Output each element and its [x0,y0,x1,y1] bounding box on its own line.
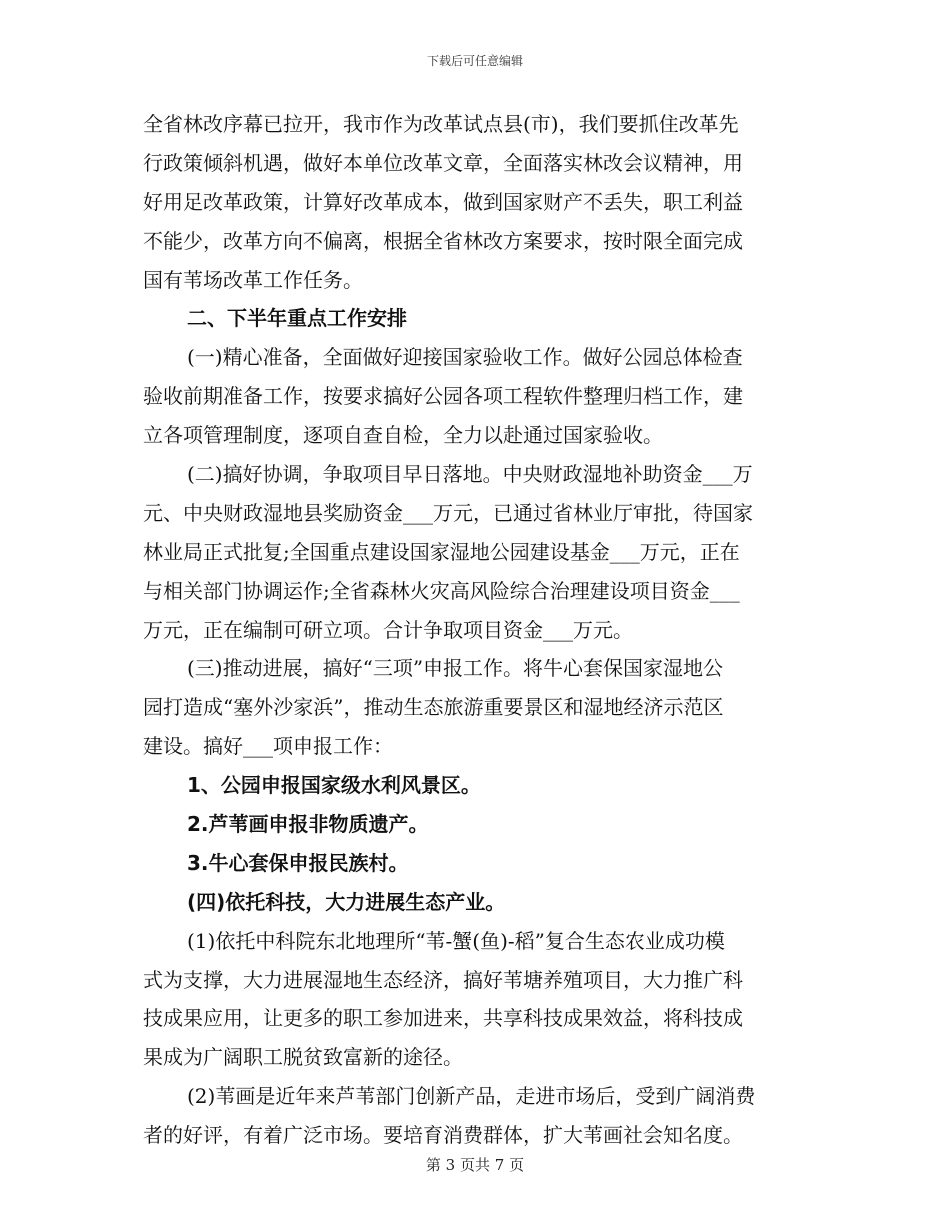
text-line: 验收前期准备工作，按要求搞好公园各项工程软件整理归档工作，建 [143,384,743,409]
text-line: 元、中央财政湿地县奖励资金___万元，已通过省林业厅审批，待国家 [143,500,753,525]
text-line: (2)苇画是近年来芦苇部门创新产品，走进市场后，受到广阔消费 [187,1084,756,1109]
list-item: 1、公园申报国家级水利风景区。 [187,773,481,798]
text-line: 式为支撑，大力进展湿地生态经济，搞好苇塘养殖项目，大力推广科 [143,967,743,992]
text-line: 好用足改革政策，计算好改革成本，做到国家财产不丢失，职工利益 [143,189,743,214]
text-line: 果成为广阔职工脱贫致富新的途径。 [143,1045,463,1070]
list-item: 2.芦苇画申报非物质遗产。 [187,812,429,837]
text-line: (二)搞好协调，争取项目早日落地。中央财政湿地补助资金___万 [187,462,753,487]
text-line: 万元，正在编制可研立项。合计争取项目资金___万元。 [143,617,633,642]
text-line: 行政策倾斜机遇，做好本单位改革文章，全面落实林改会议精神，用 [143,150,743,175]
body-text [143,105,806,1155]
text-line: 不能少，改革方向不偏离，根据全省林改方案要求，按时限全面完成 [143,228,743,253]
list-item: 3.牛心套保申报民族村。 [187,850,409,875]
text-line: 林业局正式批复;全国重点建设国家湿地公园建设基金___万元，正在 [143,539,740,564]
text-line: 建设。搞好___项申报工作： [143,734,393,759]
text-line: 者的好评，有着广泛市场。要培育消费群体，扩大苇画社会知名度。 [143,1123,743,1148]
text-line: 国有苇场改革工作任务。 [143,267,363,292]
text-line: 与相关部门协调运作;全省森林火灾高风险综合治理建设项目资金___ [143,578,740,603]
header-note: 下载后可任意编辑 [426,54,523,68]
text-line: (一)精心准备，全面做好迎接国家验收工作。做好公园总体检查 [187,345,743,370]
text-line: 园打造成“塞外沙家浜”，推动生态旅游重要景区和湿地经济示范区 [143,695,724,720]
text-line: 立各项管理制度，逐项自查自检，全力以赴通过国家验收。 [143,423,663,448]
text-line: (三)推动进展，搞好“三项”申报工作。将牛心套保国家湿地公 [187,656,724,681]
text-line: 全省林改序幕已拉开，我市作为改革试点县(市)，我们要抓住改革先 [143,112,739,136]
page-number: 第 3 页共 7 页 [425,1156,525,1174]
section-heading: 二、下半年重点工作安排 [187,306,407,331]
text-line: (1)依托中科院东北地理所“苇-蟹(鱼)-稻”复合生态农业成功模 [187,928,725,953]
section-heading: (四)依托科技，大力进展生态产业。 [187,889,506,914]
text-line: 技成果应用，让更多的职工参加进来，共享科技成果效益，将科技成 [143,1006,743,1031]
